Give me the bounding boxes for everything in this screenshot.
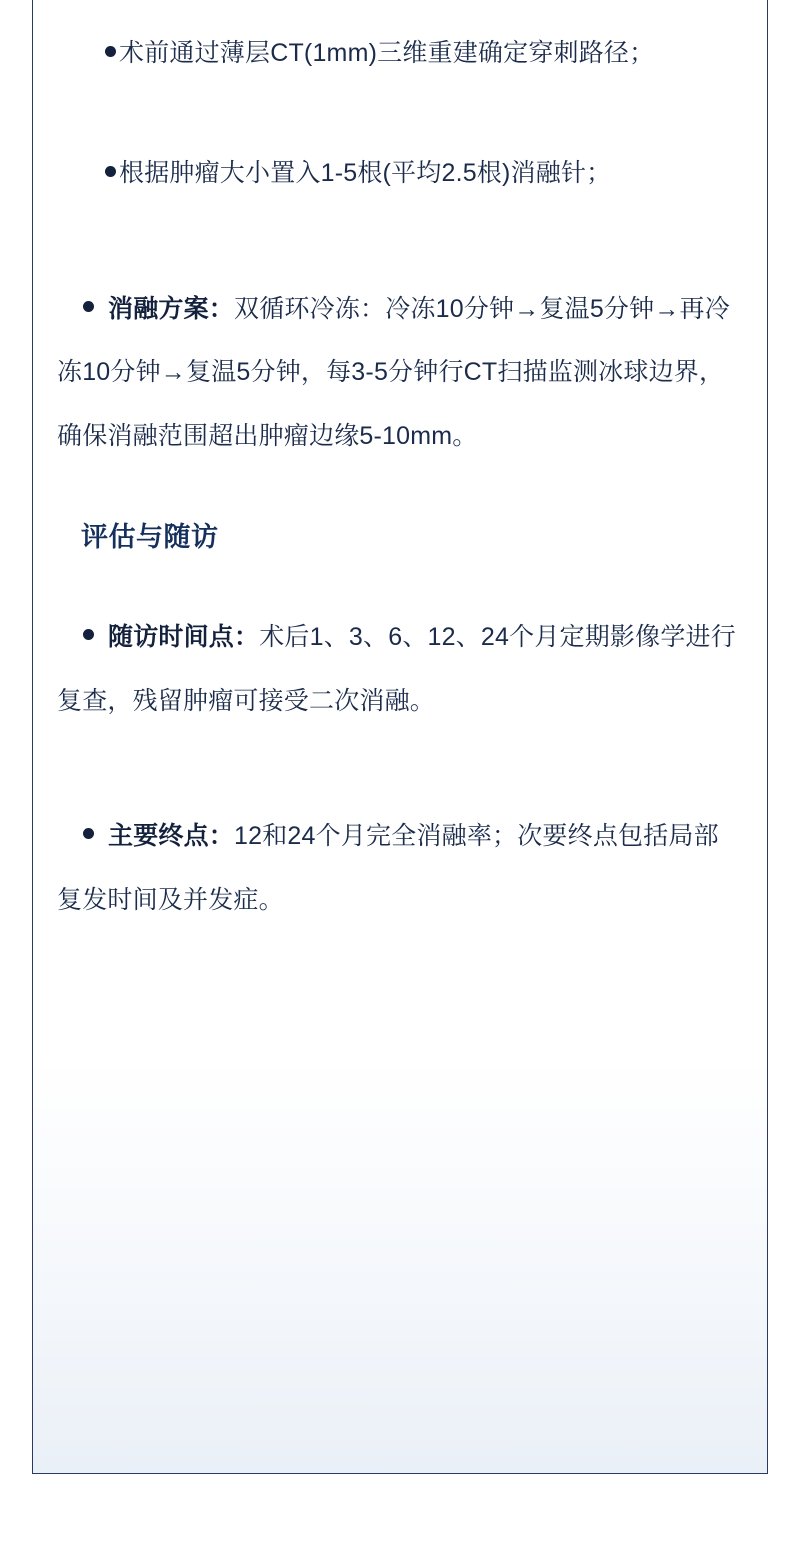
ablation-plan-text: 双循环冷冻：冷冻10分钟→复温5分钟→再冷冻10分钟→复温5分钟，每3-5分钟行CT扫描监测冰球边界，确保消融范围超出肿瘤边缘5-10mm。 [57,294,730,450]
ablation-plan-label: 消融方案： [108,294,235,323]
list-item-text: 术前通过薄层CT(1mm)三维重建确定穿刺路径； [119,39,655,67]
bullet-dot-icon [83,629,94,640]
bullet-dot-icon [83,301,94,312]
followup-timepoints-text: 术后1、3、6、12、24个月定期影像学进行复查，残留肿瘤可接受二次消融。 [57,622,736,715]
list-item [57,142,737,206]
primary-endpoint-item [57,805,737,933]
content-card [32,0,768,1474]
content-card-body [33,0,767,1473]
list-item-text: 根据肿瘤大小置入1-5根(平均2.5根)消融针； [119,158,612,187]
followup-timepoints-label: 随访时间点： [108,622,260,651]
followup-timepoints-item [57,606,737,734]
ablation-plan-item [57,278,737,469]
bullet-dot-icon [105,166,116,177]
primary-endpoint-text: 12和24个月完全消融率；次要终点包括局部复发时间及并发症。 [57,822,719,914]
bullet-dot-icon [83,828,94,839]
section-heading: 评估与随访 [81,521,219,552]
bullet-dot-icon [105,46,116,57]
list-item [57,22,737,86]
primary-endpoint-label: 主要终点： [108,822,235,851]
